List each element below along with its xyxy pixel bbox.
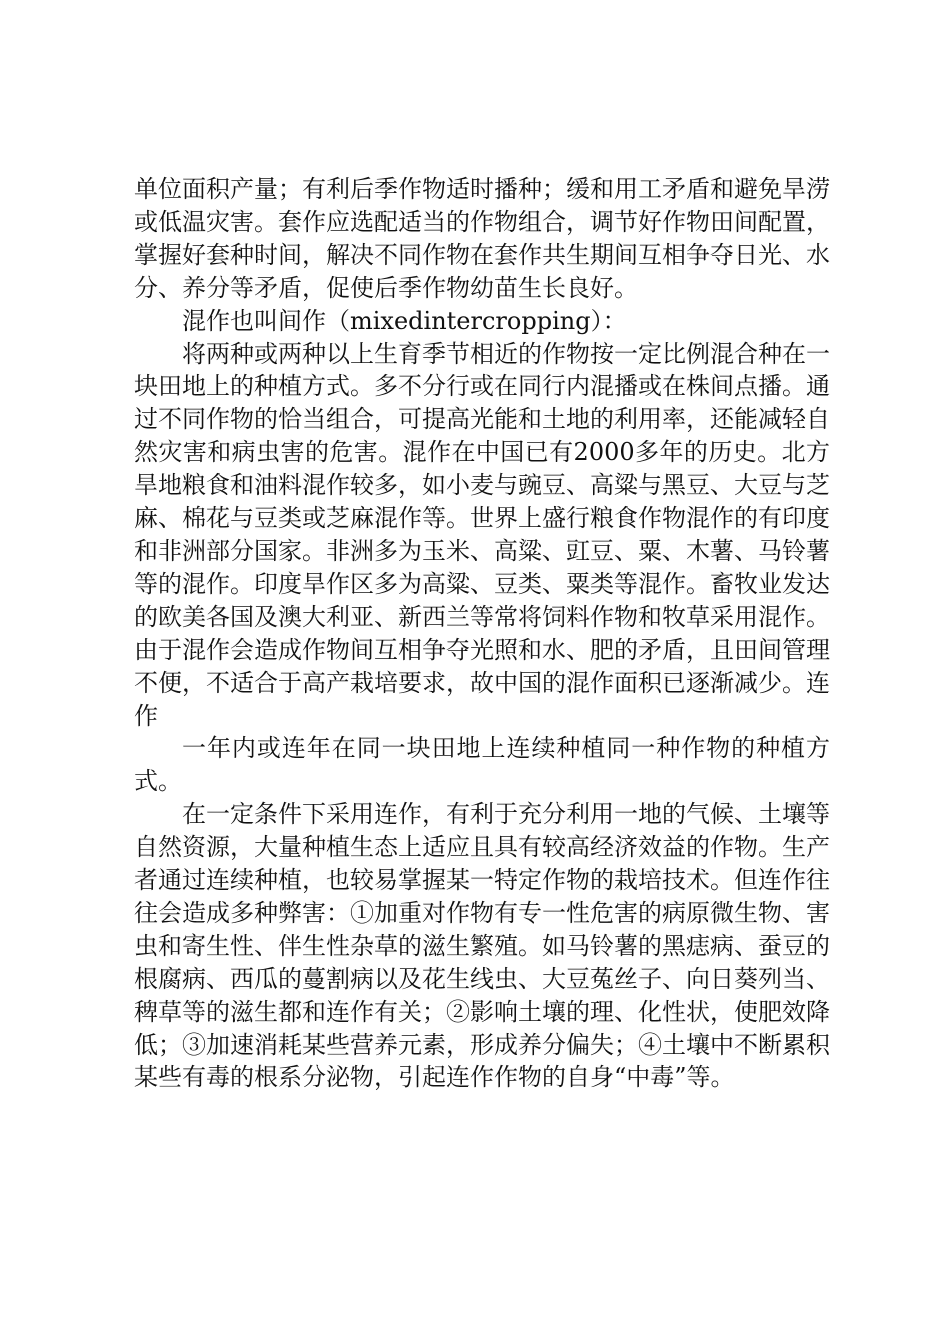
paragraph-intercropping-benefits: 单位面积产量；有利后季作物适时播种；缓和用工矛盾和避免旱涝或低温灾害。套作应选配适当的作物组合，调节好作物田间配置，掌握好套种时间，解决不同作物在套作共生期间互相争夺日光、水分、养分等矛盾，促使后季作物幼苗生长良好。 (134, 175, 830, 302)
paragraph-continuous-cropping-definition: 一年内或连年在同一块田地上连续种植同一种作物的种植方式。 (134, 734, 830, 796)
paragraph-mixed-cropping-definition: 将两种或两种以上生育季节相近的作物按一定比例混合种在一块田地上的种植方式。多不分行或在同行内混播或在株间点播。通过不同作物的恰当组合，可提高光能和土地的利用率，还能减轻自然灾害和病虫害的危害。混作在中国已有2000多年的历史。北方旱地粮食和油料混作较多，如小麦与豌豆、高粱与黑豆、大豆与芝麻、棉花与豆类或芝麻混作等。世界上盛行粮食作物混作的有印度和非洲部分国家。非洲多为玉米、高粱、豇豆、粟、木薯、马铃薯等的混作。印度旱作区多为高粱、豆类、粟类等混作。畜牧业发达的欧美各国及澳大利亚、新西兰等常将饲料作物和牧草采用混作。由于混作会造成作物间互相争夺光照和水、肥的矛盾，且田间管理不便，不适合于高产栽培要求，故中国的混作面积已逐渐减少。连作 (134, 339, 830, 730)
document-body (134, 173, 830, 1094)
paragraph-mixed-cropping-heading: 混作也叫间作（mixedintercropping）： (182, 306, 627, 335)
paragraph-continuous-cropping-effects: 在一定条件下采用连作，有利于充分利用一地的气候、土壤等自然资源，大量种植生态上适应且具有较高经济效益的作物。生产者通过连续种植，也较易掌握某一特定作物的栽培技术。但连作往往会造成多种弊害：①加重对作物有专一性危害的病原微生物、害虫和寄生性、伴生性杂草的滋生繁殖。如马铃薯的黑痣病、蚕豆的根腐病、西瓜的蔓割病以及花生线虫、大豆菟丝子、向日葵列当、稗草等的滋生都和连作有关；②影响土壤的理、化性状，使肥效降低；③加速消耗某些营养元素，形成养分偏失；④土壤中不断累积某些有毒的根系分泌物，引起连作作物的自身“中毒”等。 (134, 800, 830, 1092)
